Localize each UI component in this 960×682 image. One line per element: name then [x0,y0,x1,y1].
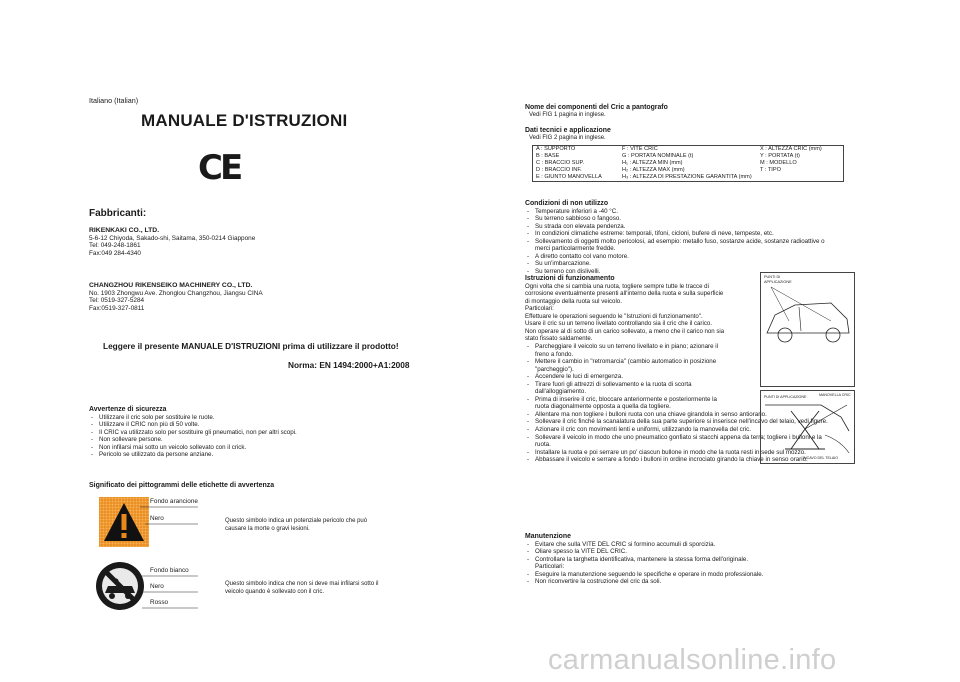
picto1-desc1: Questo simbolo indica un potenziale pericolo che può [225,518,368,524]
operation-section: Istruzioni di funzionamento Ogni volta che si cambia una ruota, togliere sempre tutte le tracce di corrosione eventualmente presenti all'interno della ruota e sulla superficie di montaggio della ruota sul veicolo. Particolari: Effettuare le operazioni seguendo le "Istruzioni di funzionamento". Usare il cric su un terreno livellato controllando sia il cric che il carico. Non operare al di sotto di un carico sollevato, a meno che il carico non sia stato fissato saldamente. - Parcheggiare il veicolo su un terreno livellato e in piano; azionare il freno a fondo. - Mettere il cambio in "retromarcia" (cambio automatico in posizione "parcheggio"). - Accendere le luci di emergenza. - Tirare fuori gli attrezzi di sollevamento e la ruota di scorta dall'alloggiamento. - Prima di inserire il cric, bloccare anteriormente e posteriormente la ruota diagonalmente opposta a quella da togliere. - Allentare ma non togliere i bulloni ruota con una chiave girandola in senso antiorario. - Sollevare il cric finché la scanalatura della sua parte superiore si inserisce nell'incavo del telaio, vedi figure. - Azionare il cric con movimenti lenti e uniformi, utilizzando la manovella del cric. - Sollevare il veicolo in modo che uno pneumatico gonfiato si stacchi appena da terra; togliere i bulloni e la ruota. - Installare la ruota e poi serrare un po' ciascun bullone in modo che la ruota resti in sede sul mozzo. - Abbassare il veicolo e serrare a fondo i bulloni in ordine incrociato girando la chiave in senso orario. [525,275,828,464]
watermark: carmanualsonline.info [548,644,837,676]
fig-bottom-label-1: PUNTI DI APPLICAZIONE [764,395,807,399]
list-item: - Temperature inferiori a -40 °C. [525,208,825,216]
safety-section [89,406,297,459]
list-item: - Sollevare il veicolo in modo che uno pneumatico gonfiato si stacchi appena da terra; togliere i bulloni e la [525,434,828,442]
tech-section [525,127,611,142]
picto2-desc1: Questo simbolo indica che non si deve mai infilarsi sotto il [225,581,379,587]
company1-address: 5-6-12 Chiyoda, Sakado-shi, Saitama, 350-0214 Giappone [89,234,256,242]
list-item: - Su terreno con dislivelli. [525,268,825,276]
list-item: - Eseguire la manutenzione seguendo le specifiche e operare in modo professionale. [525,571,763,579]
list-item: - Installare la ruota e poi serrare un po' ciascun bullone in modo che la ruota resti in sede sul mozzo. [525,449,828,457]
nonuse-list [525,208,825,276]
list-item: - Accendere le luci di emergenza. [525,373,828,381]
picto1-label-black: Nero [150,515,164,522]
table-row: E : GIUNTO MANOVELLA H₃ : ALTEZZA DI PRESTAZIONE GARANTITA (mm) [536,174,752,181]
maintenance-list [525,541,763,586]
picto1-label-bg: Fondo arancione [150,498,198,505]
jack-detail-illustration-icon [761,391,854,463]
tech-table-box [532,145,844,182]
list-item: - Utilizzare il CRIC non più di 50 volte. [89,421,297,429]
components-ref: Vedi FIG 1 pagina in inglese. [529,111,606,118]
list-item: - Non riconvertire la costruzione del cric da soli. [525,578,763,586]
picto1-desc2: causare la morte o gravi lesioni. [225,526,310,532]
list-item: - A diretto contatto col vano motore. [525,253,825,261]
list-item: - Oliare spesso la VITE DEL CRIC. [525,548,763,556]
picto2-label-black: Nero [150,583,164,590]
tech-ref: Vedi FIG 2 pagina in inglese. [529,134,606,141]
list-item: "parcheggio"). [535,365,574,373]
list-item: - In condizioni climatiche estreme: temporali, tifoni, cicloni, bufere di neve, tempeste, etc. [525,230,825,238]
list-item: - Tirare fuori gli attrezzi di sollevamento e la ruota di scorta [525,381,828,389]
company1-fax: Fax:049 284-4340 [89,249,141,257]
list-item: - Pericolo se utilizzato da persone anziane. [89,451,297,459]
company1-block [89,227,255,257]
list-item: - Su terreno sabbioso o fangoso. [525,215,825,223]
figure-jack-detail [760,390,855,464]
company2-name: CHANGZHOU RIKENSEIKO MACHINERY CO., LTD. [89,282,253,289]
safety-list [89,414,297,459]
list-item: - Allentare ma non togliere i bulloni ruota con una chiave girandola in senso antiorario. [525,411,828,419]
list-item: - Evitare che sulla VITE DEL CRIC si formino accumuli di sporcizia. [525,541,763,549]
company1-name: RIKENKAKI CO., LTD. [89,227,160,234]
nonuse-section [525,200,825,276]
table-row: D : BRACCIO INF. H₂ : ALTEZZA MAX (mm) T : TIPO [536,167,781,174]
list-item: - Su un'imbarcazione. [525,260,825,268]
fig-bottom-label-2: MANOVELLA CRIC [819,393,851,397]
company2-address: No. 1903 Zhongwu Ave. Zhonglou Changzhou, Jiangsu CINA [89,289,263,297]
table-row: C : BRACCIO SUP. H₁ : ALTEZZA MIN (mm) M : MODELLO [536,160,797,167]
company1-tel: Tel: 049-248-1861 [89,242,141,250]
safety-heading: Avvertenze di sicurezza [89,406,167,413]
manufacturers-heading: Fabbricanti: [89,208,147,219]
list-item: - Non sollevare persone. [89,436,297,444]
pictograms-heading: Significato dei pittogrammi delle etichette di avvertenza [89,482,275,489]
fig-bottom-label-3: INCAVO DEL TELAIO [803,456,839,460]
list-item: - Azionare il cric con movimenti lenti e uniformi, utilizzando la manovella del cric. [525,426,828,434]
components-heading: Nome dei componenti del Cric a pantografo [525,104,668,111]
company2-tel: Tel: 0519-327-5284 [89,297,145,305]
list-item: - Mettere il cambio in "retromarcia" (cambio automatico in posizione [525,358,828,366]
list-item: merci particolarmente fredde. [535,245,616,253]
figure-car-jack [760,272,855,387]
language-label: Italiano (Italian) [89,96,139,105]
tech-table [533,146,825,181]
list-item: - Non infilarsi mai sotto un veicolo sollevato con il crick. [89,444,297,452]
list-item: - Controllare la targhetta identificativa, mantenere la stessa forma dell'originale. [525,556,763,564]
list-item: - Utilizzare il cric solo per sostituire le ruote. [89,414,297,422]
read-notice: Leggere il presente MANUALE D'ISTRUZIONI prima di utilizzare il prodotto! [103,341,399,351]
list-item: - Prima di inserire il cric, bloccare anteriormente e posteriormente la [525,396,828,404]
list-item: - Sollevamento di oggetti molto pericolosi, ad esempio: metallo fuso, sostanze acide, sostanze radioattive o [525,238,825,246]
fig-top-label: PUNTI DI APPLICAZIONE [764,275,792,284]
picto2-label-red: Rosso [150,599,169,606]
list-item: ruota. [535,441,551,449]
list-item: - Su strada con elevata pendenza. [525,223,825,231]
table-row: B : BASE G : PORTATA NOMINALE (t) Y : PORTATA (t) [536,153,800,160]
list-item: - Parcheggiare il veicolo su un terreno livellato e in piano; azionare il [525,343,828,351]
nonuse-heading: Condizioni di non utilizzo [525,200,609,207]
list-item: Particolari: [535,563,565,571]
picto2-label-bg: Fondo bianco [150,567,189,574]
ce-mark: CE [198,148,241,188]
maintenance-section [525,533,763,586]
maintenance-heading: Manutenzione [525,533,571,540]
picto2-leader-lines [138,568,200,612]
list-item: freno a fondo. [535,350,574,358]
list-item: - Il CRIC va utilizzato solo per sostituire gli pneumatici, non per altri scopi. [89,429,297,437]
car-jack-illustration-icon [761,273,854,386]
list-item: - Sollevare il cric finché la scanalatura della sua parte superiore si inserisce nell'incavo del telaio, vedi figure. [525,418,828,426]
company2-fax: Fax:0519-327-0811 [89,304,145,312]
list-item: - Abbassare il veicolo e serrare a fondo i bulloni in ordine incrociato girando la chiave in senso orario. [525,456,828,464]
picto2-desc2: veicolo quando è sollevato con il cric. [225,589,325,595]
table-row: A : SUPPORTO F : VITE CRIC X : ALTEZZA CRIC (mm) [536,146,822,152]
tech-heading: Dati tecnici e applicazione [525,127,611,134]
components-section [525,104,668,119]
list-item: ruota diagonalmente opposta a quella da togliere. [535,403,671,411]
operation-heading: Istruzioni di funzionamento [525,275,615,282]
manual-title: MANUALE D'ISTRUZIONI [141,111,348,130]
company2-block [89,282,263,312]
list-item: dall'alloggiamento. [535,388,587,396]
norm-label: Norma: EN 1494:2000+A1:2008 [288,360,410,370]
